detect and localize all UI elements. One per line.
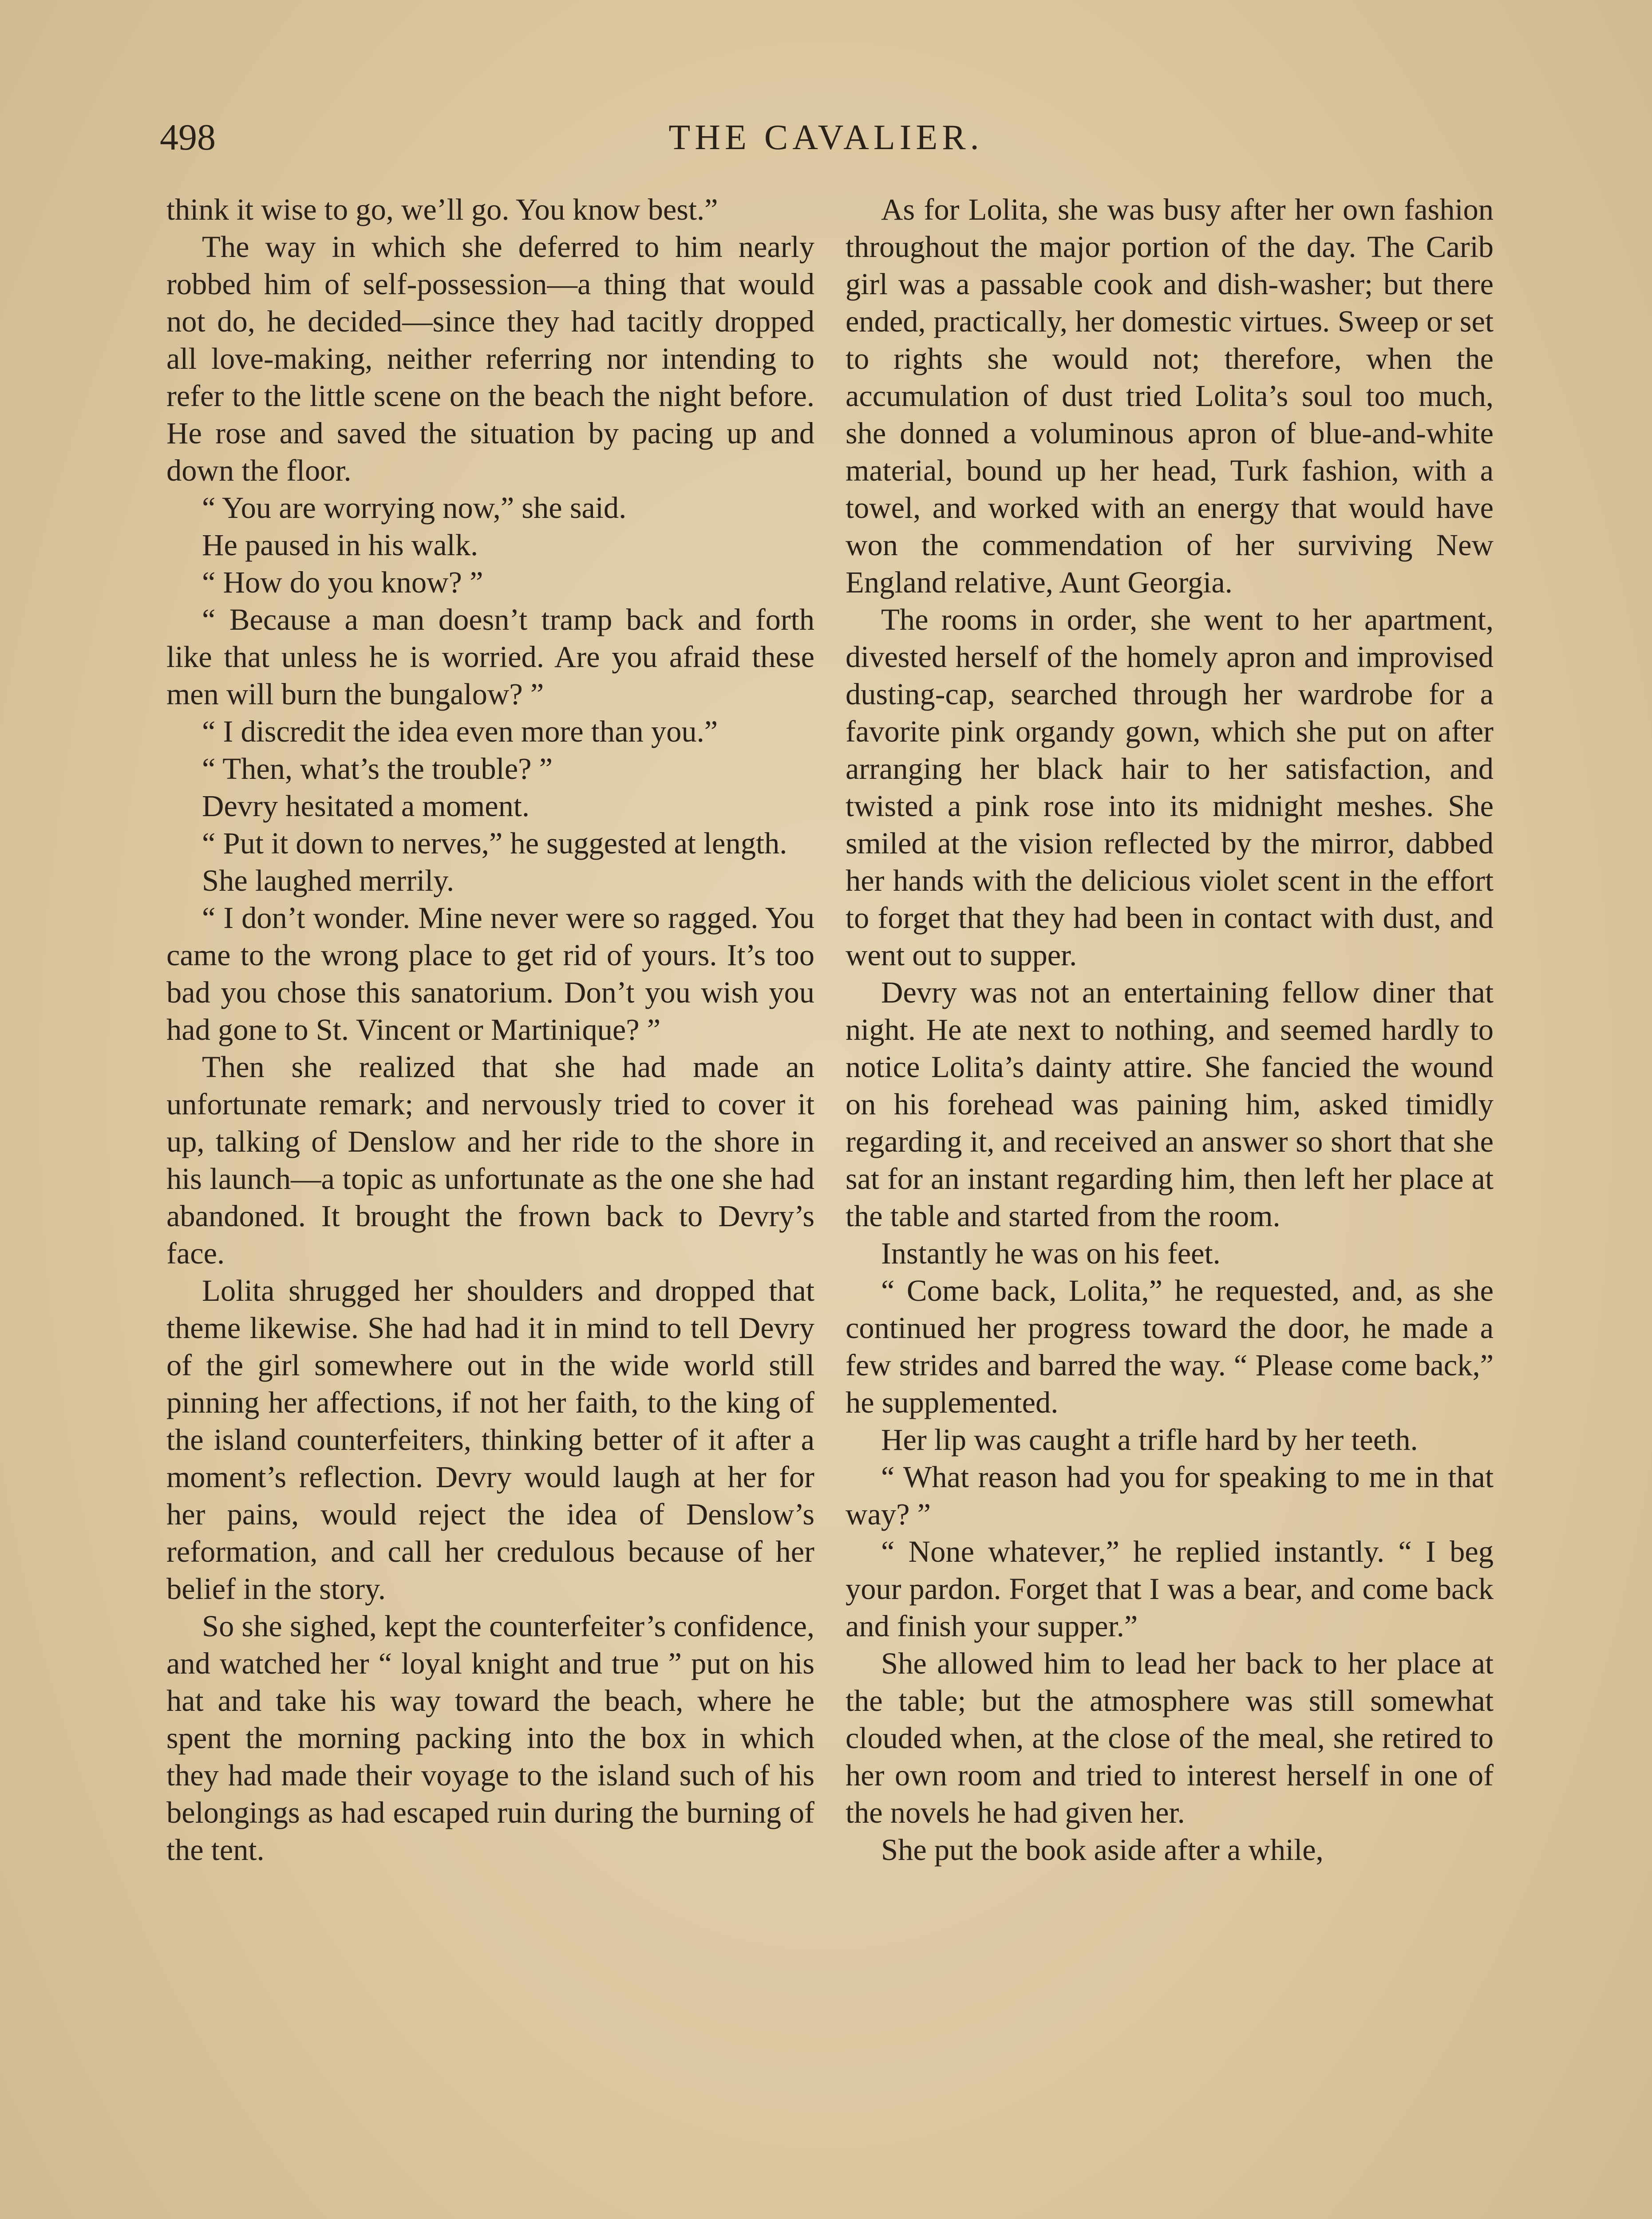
paragraph: “ Because a man doesn’t tramp back and forth like that unless he is worried. Are you afraid these men will burn the bungalow? ” bbox=[166, 603, 814, 711]
paragraph: “ Come back, Lolita,” he requested, and, as she continued her progress toward the door, he made a few strides and barred the way. “ Please come back,” he supplemented. bbox=[846, 1274, 1494, 1419]
paragraph: Lolita shrugged her shoulders and dropped that theme likewise. She had had it in mind to tell Devry of the girl somewhere out in the wide world still pinning her affections, if not her faith, to the king of the island counterfeiters, thinking better of it after a moment’s reflection. Devry would laugh at her for her pains, would reject the idea of Denslow’s reformation, and call her credulous because of her belief in the story. bbox=[166, 1274, 814, 1606]
paragraph: “ How do you know? ” bbox=[202, 565, 483, 599]
paragraph: She allowed him to lead her back to her place at the table; but the atmosphere was still somewhat clouded when, at the close of the meal, she retired to her own room and tried to interest herself in one of the novels he had given her. bbox=[846, 1646, 1494, 1829]
paragraph: “ I don’t wonder. Mine never were so ragged. You came to the wrong place to get rid of yours. It’s too bad you chose this sanatorium. Don’t you wish you had gone to St. Vincent or Martinique? ” bbox=[166, 901, 814, 1046]
paragraph: “ Put it down to nerves,” he suggested at length. bbox=[202, 826, 787, 860]
paragraph: The way in which she deferred to him nearly robbed him of self-possession—a thing that would not do, he decided—since they had tacitly dropped all love-making, neither referring nor intending to refer to the little scene on the beach the night before. He rose and saved the situation by pacing up and down the floor. bbox=[166, 230, 814, 487]
paragraph: She put the book aside after a while, bbox=[881, 1833, 1324, 1867]
paragraph: “ What reason had you for speaking to me in that way? ” bbox=[846, 1460, 1494, 1531]
right-text-column bbox=[846, 191, 1494, 1868]
paragraph: As for Lolita, she was busy after her own fashion throughout the major portion of the day. The Carib girl was a passable cook and dish-washer; but there ended, practically, her domestic virtues. Sweep or set to rights she would not; therefore, when the accumulation of dust tried Lolita’s soul too much, she donned a voluminous apron of blue-and-white material, bound up her head, Turk fashion, with a towel, and worked with an energy that would have won the commendation of her surviving New England relative, Aunt Georgia. bbox=[846, 193, 1494, 599]
paragraph: He paused in his walk. bbox=[202, 528, 478, 562]
paragraph: So she sighed, kept the counterfeiter’s confidence, and watched her “ loyal knight and true ” put on his hat and take his way toward the beach, where he spent the morning packing into the box in which they had made their voyage to the island such of his belongings as had escaped ruin during the burning of the tent. bbox=[166, 1609, 814, 1867]
paragraph: She laughed merrily. bbox=[202, 864, 454, 897]
paragraph: Her lip was caught a trifle hard by her teeth. bbox=[881, 1423, 1418, 1457]
page-header bbox=[160, 111, 1492, 164]
left-text-column bbox=[166, 191, 814, 1868]
paragraph: The rooms in order, she went to her apartment, divested herself of the homely apron and improvised dusting-cap, searched through her wardrobe for a favorite pink organdy gown, which she put on after arranging her black hair to her satisfaction, and twisted a pink rose into its midnight meshes. She smiled at the vision reflected by the mirror, dabbed her hands with the delicious violet scent in the effort to forget that they had been in contact with dust, and went out to supper. bbox=[846, 603, 1494, 972]
running-title: THE CAVALIER. bbox=[668, 118, 984, 157]
paragraph: Devry was not an entertaining fellow diner that night. He ate next to nothing, and seemed hardly to notice Lolita’s dainty attire. She fancied the wound on his forehead was paining him, asked timidly regarding it, and received an answer so short that she sat for an instant regarding him, then left her place at the table and started from the room. bbox=[846, 975, 1494, 1233]
paragraph: Instantly he was on his feet. bbox=[881, 1236, 1221, 1270]
paragraph: “ You are worrying now,” she said. bbox=[202, 491, 627, 525]
paragraph: “ Then, what’s the trouble? ” bbox=[202, 752, 553, 786]
paragraph: think it wise to go, we’ll go. You know best.” bbox=[166, 193, 718, 226]
paragraph: Then she realized that she had made an unfortunate remark; and nervously tried to cover it up, talking of Denslow and her ride to the shore in his launch—a topic as unfortunate as the one she had abandoned. It brought the frown back to Devry’s face. bbox=[166, 1050, 814, 1270]
paragraph: Devry hesitated a moment. bbox=[202, 789, 530, 823]
page-number: 498 bbox=[160, 117, 216, 158]
paragraph: “ None whatever,” he replied instantly. “ I beg your pardon. Forget that I was a bear, and come back and finish your supper.” bbox=[846, 1535, 1494, 1643]
paragraph: “ I discredit the idea even more than you.” bbox=[202, 715, 718, 748]
